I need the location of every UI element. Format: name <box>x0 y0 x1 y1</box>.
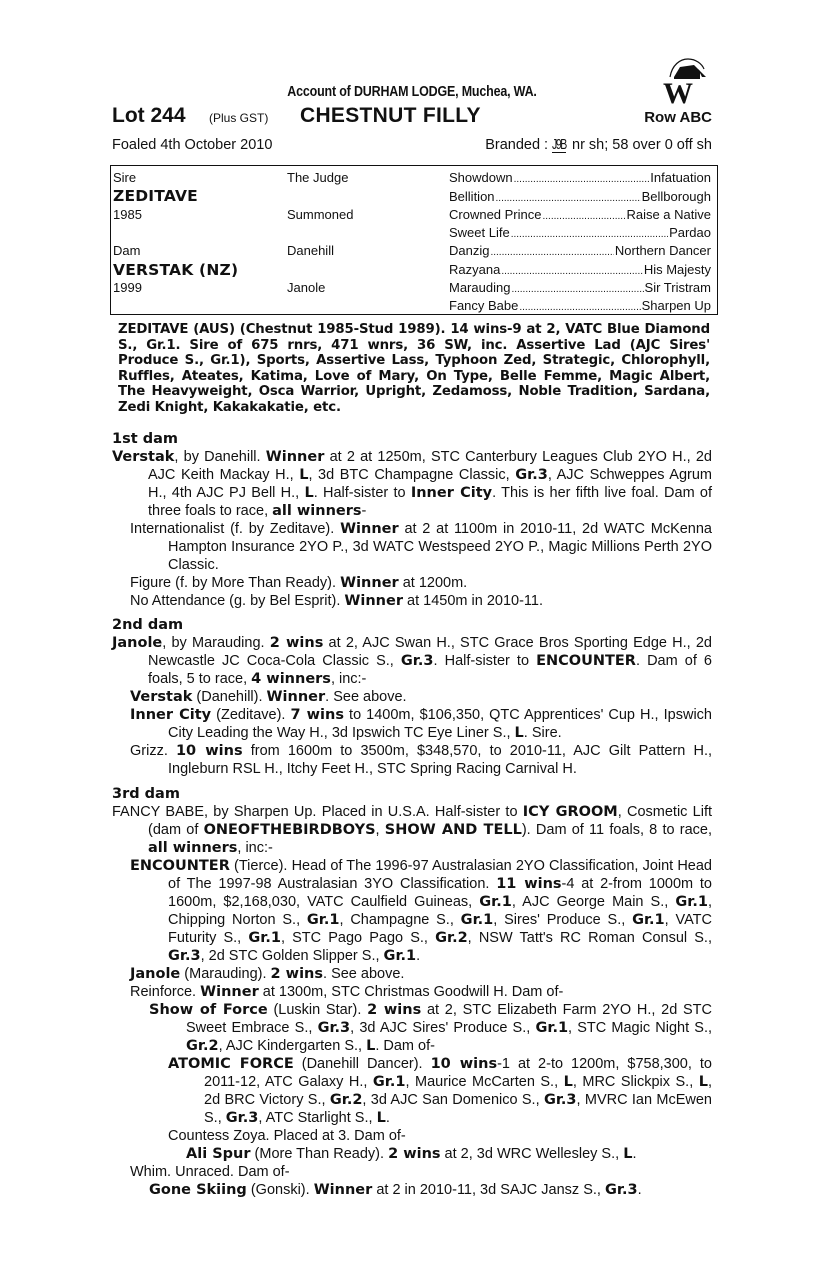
bold-text: L <box>514 725 524 741</box>
pedigree-entry <box>112 803 712 857</box>
entry-text: at 2 at 1100m in 2010-11, 2d WATC McKenna Hampton Insurance 2YO P., 3d WATC Westspeed 2YO P., Magic Millions Perth 2YO Classic. <box>168 521 712 573</box>
bold-text: ENCOUNTER <box>536 653 636 669</box>
section-heading: 1st dam <box>112 431 178 447</box>
bold-text: L <box>299 467 309 483</box>
bold-text: L <box>304 485 314 501</box>
entry-text: at 2, 3d WRC Wellesley S., <box>440 1146 624 1162</box>
bold-text: Show of Force <box>149 1002 268 1018</box>
ggp-left: Sweet Life <box>449 225 510 240</box>
sire-sire: The Judge <box>287 170 349 185</box>
entry-text: , AJC George Main S., <box>511 894 676 910</box>
bold-text: Inner City <box>410 485 493 501</box>
ggp-left: Fancy Babe <box>449 298 519 313</box>
pedigree-entry <box>112 520 712 574</box>
entry-text: , by Danehill. <box>174 449 266 465</box>
entry-text: . See above. <box>325 689 407 705</box>
ggp-row <box>449 225 711 243</box>
entry-text: at 2 in 2010-11, 3d SAJC Jansz S., <box>372 1182 605 1198</box>
entry-text: . Dam of 6 foals, 5 to race, <box>148 653 712 687</box>
bold-text: Gr.3 <box>604 1182 638 1198</box>
dam-entries <box>112 803 712 1199</box>
bold-text: L <box>698 1074 708 1090</box>
entry-text: , Maurice McCarten S., <box>405 1074 564 1090</box>
lot-header <box>112 104 712 130</box>
bold-text: ATOMIC FORCE <box>168 1056 294 1072</box>
sire-summary: ZEDITAVE (AUS) (Chestnut 1985-Stud 1989). 14 wins-9 at 2, VATC Blue Diamond S., Gr.1. Sire of 675 rnrs, 471 wnrs, 36 SW, inc. Assertive Lad (AJC Sires' Produce S., Gr.1), Sports, Assertive Lass, Typhoon Zed, Strategic, Chlorophyll, Ruffles, Ateates, Katima, Love of Mary, On Type, Belle Femme, Magic Albert, The Heavyweight, Osca Warrior, Upright, Zedamoss, Noble Tradition, Sardana, Zedi Knight, Kakakakatie, etc. <box>118 322 710 415</box>
pedigree-entry <box>112 634 712 688</box>
bold-text: Gr.1 <box>306 912 340 928</box>
pedigree-entry <box>112 965 712 983</box>
row-label: Row ABC <box>644 109 712 126</box>
entry-text: - <box>361 503 367 519</box>
entry-text: . <box>416 948 421 964</box>
bold-text: Gr.1 <box>675 894 708 910</box>
third-dam-section <box>112 785 712 1199</box>
plus-gst-note: (Plus GST) <box>209 111 269 125</box>
dam-name: VERSTAK (NZ) <box>113 261 239 279</box>
bold-text: 2 wins <box>367 1002 422 1018</box>
ggp-right: Pardao <box>669 225 711 240</box>
ggp-row <box>449 189 711 207</box>
entry-text: . <box>385 1110 390 1126</box>
bold-text: Verstak <box>112 449 175 465</box>
bold-text: 4 winners <box>251 671 331 687</box>
ggp-row <box>449 262 711 280</box>
bold-text: Gr.1 <box>460 912 494 928</box>
bold-text: 2 wins <box>269 635 324 651</box>
bold-text: Gr.2 <box>329 1092 363 1108</box>
bold-text: Gr.3 <box>400 653 434 669</box>
bold-text: 10 wins <box>430 1056 498 1072</box>
bold-text: Winner <box>340 575 399 591</box>
bold-text: L <box>563 1074 573 1090</box>
bold-text: all winners <box>272 503 362 519</box>
leader-dots <box>501 262 643 277</box>
second-dam-section <box>112 616 712 778</box>
ggp-left: Crowned Prince <box>449 207 542 222</box>
sire-label: Sire <box>113 170 137 185</box>
pedigree-entry <box>112 983 712 1001</box>
entry-text: , Champagne S., <box>339 912 461 928</box>
entry-text: (Zeditave). <box>211 707 291 723</box>
dam-entries <box>112 448 712 610</box>
entry-text: , by Marauding. <box>162 635 270 651</box>
bold-text: ONEOFTHEBIRDBOYS <box>203 822 376 838</box>
entry-text: , NSW Tatt's RC Roman Consul S., <box>467 930 712 946</box>
bold-text: 2 wins <box>270 966 324 982</box>
ggp-right: Infatuation <box>650 170 711 185</box>
branded-prefix: Branded : <box>485 137 553 153</box>
dam-sire: Danehill <box>287 243 334 258</box>
entry-text: (More Than Ready). <box>250 1146 389 1162</box>
entry-text: Whim. Unraced. Dam of- <box>130 1164 290 1180</box>
pedigree-entry <box>112 574 712 592</box>
branded-suffix: nr sh; 58 over 0 off sh <box>567 137 712 153</box>
bold-text: 7 wins <box>290 707 344 723</box>
ggp-row <box>449 170 711 188</box>
bold-text: Gr.2 <box>186 1038 219 1054</box>
entry-text: from 1600m to 3500m, $348,570, to 2010-11, AJC Gilt Pattern H., Ingleburn RSL H., Itchy Feet H., STC Spring Racing Carnival H. <box>168 743 713 777</box>
entry-text: Grizz. <box>130 743 176 759</box>
entry-text: , ATC Starlight S., <box>258 1110 377 1126</box>
leader-dots <box>543 207 626 222</box>
entry-text: . <box>637 1182 642 1198</box>
bold-text: Ali Spur <box>186 1146 251 1162</box>
pedigree-entry <box>112 1001 712 1055</box>
bold-text: SHOW AND TELL <box>384 822 522 838</box>
ggp-row <box>449 207 711 225</box>
entry-text: at 2, AJC Swan H., STC Grace Bros Sporting Edge H., 2d Newcastle JC Coca-Cola Classic S., <box>148 635 712 669</box>
ggp-left: Razyana <box>449 262 501 277</box>
entry-text: . <box>632 1146 637 1162</box>
entry-text: , MRC Slickpix S., <box>572 1074 699 1090</box>
bold-text: Winner <box>344 593 403 609</box>
entry-text: , VATC Futurity S., <box>168 912 713 946</box>
bold-text: Winner <box>266 689 326 705</box>
entry-text: , inc:- <box>330 671 367 687</box>
ggp-left: Showdown <box>449 170 513 185</box>
bold-text: Winner <box>200 984 259 1000</box>
pedigree-entry <box>112 706 712 742</box>
entry-text: No Attendance (g. by Bel Esprit). <box>130 593 345 609</box>
horse-description: CHESTNUT FILLY <box>300 104 481 127</box>
entry-text: at 2 at 1250m, STC Canterbury Leagues Club 2YO H., 2d AJC Keith Mackay H., <box>148 449 712 483</box>
entry-text: (Danehill). <box>192 689 267 705</box>
lot-number: Lot 244 <box>112 104 186 127</box>
dam-entries <box>112 634 712 778</box>
entry-text: , Sires' Produce S., <box>493 912 633 928</box>
entry-text: , AJC Kindergarten S., <box>218 1038 367 1054</box>
section-heading: 3rd dam <box>112 786 180 802</box>
entry-text: . Dam of- <box>375 1038 435 1054</box>
section-heading: 2nd dam <box>112 617 184 633</box>
pedigree-entry <box>112 1127 712 1145</box>
bold-text: Gr.3 <box>168 948 201 964</box>
bold-text: Gr.1 <box>479 894 512 910</box>
entry-text: , <box>375 822 385 838</box>
foaled-date: Foaled 4th October 2010 <box>112 137 273 153</box>
bold-text: Janole <box>112 635 163 651</box>
bold-text: Winner <box>313 1182 373 1198</box>
entry-text: , MVRC Ian McEwen S., <box>204 1092 712 1126</box>
brand-mark-icon: J9B <box>552 136 567 153</box>
entry-text: at 2, STC Elizabeth Farm 2YO H., 2d STC Sweet Embrace S., <box>186 1002 713 1036</box>
entry-text: Countess Zoya. Placed at 3. Dam of- <box>168 1128 406 1144</box>
entry-text: Reinforce. <box>130 984 201 1000</box>
pedigree-entry <box>112 1145 712 1163</box>
entry-text: . Half-sister to <box>313 485 411 501</box>
pedigree-entry <box>112 857 712 965</box>
pedigree-entry <box>112 1055 712 1127</box>
sire-name: ZEDITAVE <box>113 187 198 205</box>
bold-text: Gr.1 <box>632 912 665 928</box>
bold-text: Winner <box>265 449 325 465</box>
entry-text: , STC Pago Pago S., <box>280 930 436 946</box>
leader-dots <box>511 280 643 295</box>
entry-text: (Luskin Star). <box>267 1002 368 1018</box>
entry-text: , 2d BRC Victory S., <box>204 1074 713 1108</box>
ggp-row <box>449 243 711 261</box>
bold-text: Gr.3 <box>317 1020 351 1036</box>
bold-text: 2 wins <box>388 1146 441 1162</box>
branded-info <box>485 137 712 153</box>
bold-text: Verstak <box>130 689 193 705</box>
entry-text: , 3d BTC Champagne Classic, <box>308 467 516 483</box>
entry-text: (Marauding). <box>180 966 271 982</box>
entry-text: , STC Magic Night S., <box>568 1020 712 1036</box>
bold-text: Gr.3 <box>515 467 548 483</box>
dam-dam: Janole <box>287 280 326 295</box>
entry-text: , 3d AJC San Domenico S., <box>362 1092 544 1108</box>
leader-dots <box>514 170 650 185</box>
bold-text: Janole <box>130 966 181 982</box>
entry-text: Figure (f. by More Than Ready). <box>130 575 341 591</box>
entry-text: at 1450m in 2010-11. <box>403 593 543 609</box>
bold-text: L <box>623 1146 633 1162</box>
ggp-row <box>449 280 711 298</box>
pedigree-entry <box>112 742 712 778</box>
bold-text: Inner City <box>130 707 212 723</box>
pedigree-entry <box>112 592 712 610</box>
ggp-left: Marauding <box>449 280 511 295</box>
entry-text: . Half-sister to <box>433 653 537 669</box>
bold-text: Winner <box>340 521 399 537</box>
pedigree-entry <box>112 1181 712 1199</box>
ggp-left: Danzig <box>449 243 490 258</box>
bold-text: Gr.1 <box>372 1074 406 1090</box>
ggp-right: Sharpen Up <box>641 298 711 313</box>
bold-text: Gr.2 <box>435 930 468 946</box>
dam-year: 1999 <box>113 280 142 295</box>
entry-text: at 1300m, STC Christmas Goodwill H. Dam of- <box>258 984 564 1000</box>
bold-text: Gone Skiing <box>149 1182 247 1198</box>
bold-text: L <box>366 1038 376 1054</box>
bold-text: Gr.3 <box>543 1092 577 1108</box>
leader-dots <box>511 225 668 240</box>
ggp-right: Sir Tristram <box>644 280 711 295</box>
bold-text: L <box>376 1110 386 1126</box>
pedigree-table <box>110 165 718 315</box>
entry-text: , Chipping Norton S., <box>168 894 712 928</box>
bold-text: ICY GROOM <box>522 804 618 820</box>
bold-text: Gr.1 <box>535 1020 569 1036</box>
entry-text: . Sire. <box>523 725 562 741</box>
entry-text: , inc:- <box>237 840 273 856</box>
pedigree-entry <box>112 1163 712 1181</box>
dam-label: Dam <box>113 243 141 258</box>
entry-text: (Danehill Dancer). <box>293 1056 431 1072</box>
first-dam-section <box>112 430 712 610</box>
entry-text: ). Dam of 11 foals, 8 to race, <box>521 822 713 838</box>
bold-text: all winners <box>148 840 238 856</box>
ggp-right: His Majesty <box>643 262 711 277</box>
entry-text: , Cosmetic Lift (dam of <box>148 804 713 838</box>
ggp-left: Bellition <box>449 189 495 204</box>
leader-dots <box>519 298 640 313</box>
entry-text: to 1400m, $106,350, QTC Apprentices' Cup H., Ipswich City Leading the Way H., 3d Ipswich TC Eye Liner S., <box>168 707 712 741</box>
sire-year: 1985 <box>113 207 142 222</box>
ggp-right: Raise a Native <box>626 207 711 222</box>
entry-text: . This is her fifth live foal. Dam of three foals to race, <box>148 485 713 519</box>
ggp-row <box>449 298 711 316</box>
ggp-right: Bellborough <box>641 189 711 204</box>
entry-text: -1 at 2-to 1200m, $758,300, to 2011-12, ATC Galaxy H., <box>204 1056 712 1090</box>
entry-text: , 2d STC Golden Slipper S., <box>200 948 384 964</box>
entry-text: , AJC Schweppes Agrum H., 4th AJC PJ Bell H., <box>148 467 713 501</box>
ggp-right: Northern Dancer <box>614 243 711 258</box>
pedigree-entry <box>112 688 712 706</box>
bold-text: Gr.3 <box>225 1110 259 1126</box>
bold-text: ENCOUNTER <box>130 858 230 874</box>
pedigree-entry <box>112 448 712 520</box>
entry-text: (Gonski). <box>246 1182 314 1198</box>
bold-text: 11 wins <box>496 876 562 892</box>
entry-text: (Tierce). Head of The 1996-97 Australasian 2YO Classification, Joint Head of The 1997-98 Australasian 3YO Classification. <box>168 858 712 892</box>
bold-text: Gr.1 <box>383 948 417 964</box>
bold-text: 10 wins <box>175 743 243 759</box>
leader-dots <box>496 189 641 204</box>
vendor-account: Account of DURHAM LODGE, Muchea, WA. <box>287 84 537 100</box>
entry-text: FANCY BABE, by Sharpen Up. Placed in U.S.A. Half-sister to <box>112 804 523 820</box>
bold-text: Gr.1 <box>248 930 281 946</box>
svg-text:W: W <box>663 77 693 105</box>
entry-text: . See above. <box>323 966 405 982</box>
entry-text: -4 at 2-from 1000m to 1600m, $2,168,030, VATC Caulfield Guineas, <box>168 876 712 910</box>
entry-text: , 3d AJC Sires' Produce S., <box>350 1020 536 1036</box>
entry-text: Internationalist (f. by Zeditave). <box>130 521 341 537</box>
entry-text: at 1200m. <box>398 575 468 591</box>
sire-dam: Summoned <box>287 207 354 222</box>
leader-dots <box>490 243 613 258</box>
